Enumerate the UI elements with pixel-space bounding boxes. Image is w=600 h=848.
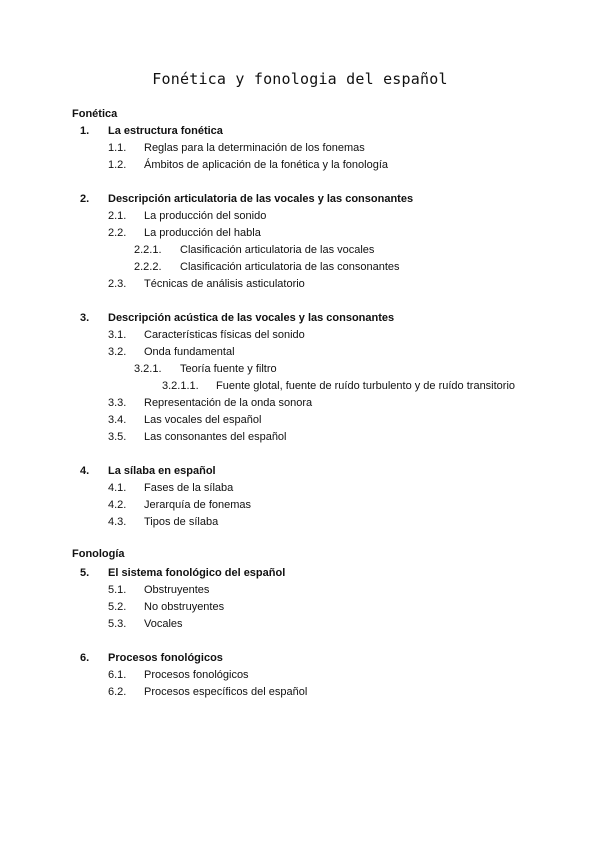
item-title: Obstruyentes [144, 584, 210, 596]
item-number: 3.2.1. [134, 363, 162, 375]
chapter-title: Descripción acústica de las vocales y las consonantes [108, 312, 395, 324]
item-number: 2.1. [108, 210, 127, 222]
chapter-number: 4. [80, 465, 90, 477]
chapter-title: La sílaba en español [108, 465, 216, 477]
item-number: 2.2.2. [134, 261, 162, 273]
item-title: Reglas para la determinación de los fonemas [144, 142, 365, 154]
item-number: 5.2. [108, 601, 127, 613]
item-number: 5.1. [108, 584, 127, 596]
item-title: Onda fundamental [144, 346, 235, 358]
item-number: 3.4. [108, 414, 127, 426]
item-title: Procesos fonológicos [144, 669, 249, 681]
item-title: Fases de la sílaba [144, 482, 234, 494]
chapter-number: 2. [80, 193, 90, 205]
section-heading-fonologia: Fonología [72, 548, 125, 560]
item-title: Vocales [144, 618, 183, 630]
item-number: 4.3. [108, 516, 127, 528]
chapter-title: Procesos fonológicos [108, 652, 223, 664]
item-number: 2.2.1. [134, 244, 162, 256]
chapter-title: Descripción articulatoria de las vocales y las consonantes [108, 193, 414, 205]
item-title: Representación de la onda sonora [144, 397, 313, 409]
item-title: Clasificación articulatoria de las vocales [180, 244, 375, 256]
chapter-number: 3. [80, 312, 90, 324]
item-title: Jerarquía de fonemas [144, 499, 252, 511]
item-title: Teoría fuente y filtro [180, 363, 277, 375]
item-number: 3.5. [108, 431, 127, 443]
chapter-number: 6. [80, 652, 90, 664]
item-title: Las vocales del español [144, 414, 262, 426]
item-title: Características físicas del sonido [144, 329, 305, 341]
item-title: Tipos de sílaba [144, 516, 219, 528]
item-number: 3.2. [108, 346, 127, 358]
item-title: Las consonantes del español [144, 431, 287, 443]
item-number: 1.1. [108, 142, 127, 154]
item-number: 2.3. [108, 278, 127, 290]
item-number: 6.1. [108, 669, 127, 681]
item-title: La producción del sonido [144, 210, 267, 222]
item-title: Procesos específicos del español [144, 686, 308, 698]
item-number: 3.2.1.1. [162, 380, 199, 392]
item-number: 1.2. [108, 159, 127, 171]
item-title: Ámbitos de aplicación de la fonética y la fonología [144, 159, 388, 171]
item-number: 2.2. [108, 227, 127, 239]
item-title: Clasificación articulatoria de las consonantes [180, 261, 400, 273]
item-number: 3.3. [108, 397, 127, 409]
item-number: 6.2. [108, 686, 127, 698]
chapter-number: 1. [80, 125, 90, 137]
chapter-number: 5. [80, 567, 90, 579]
section-heading-fonetica: Fonética [72, 108, 118, 120]
item-title: No obstruyentes [144, 601, 225, 613]
item-number: 4.2. [108, 499, 127, 511]
chapter-title: El sistema fonológico del español [108, 567, 286, 579]
item-number: 4.1. [108, 482, 127, 494]
item-number: 5.3. [108, 618, 127, 630]
chapter-title: La estructura fonética [108, 125, 223, 137]
item-title: La producción del habla [144, 227, 261, 239]
document-title: Fonética y fonologia del español [152, 70, 448, 88]
item-number: 3.1. [108, 329, 127, 341]
item-title: Técnicas de análisis asticulatorio [144, 278, 305, 290]
item-title: Fuente glotal, fuente de ruído turbulento y de ruído transitorio [216, 380, 516, 392]
